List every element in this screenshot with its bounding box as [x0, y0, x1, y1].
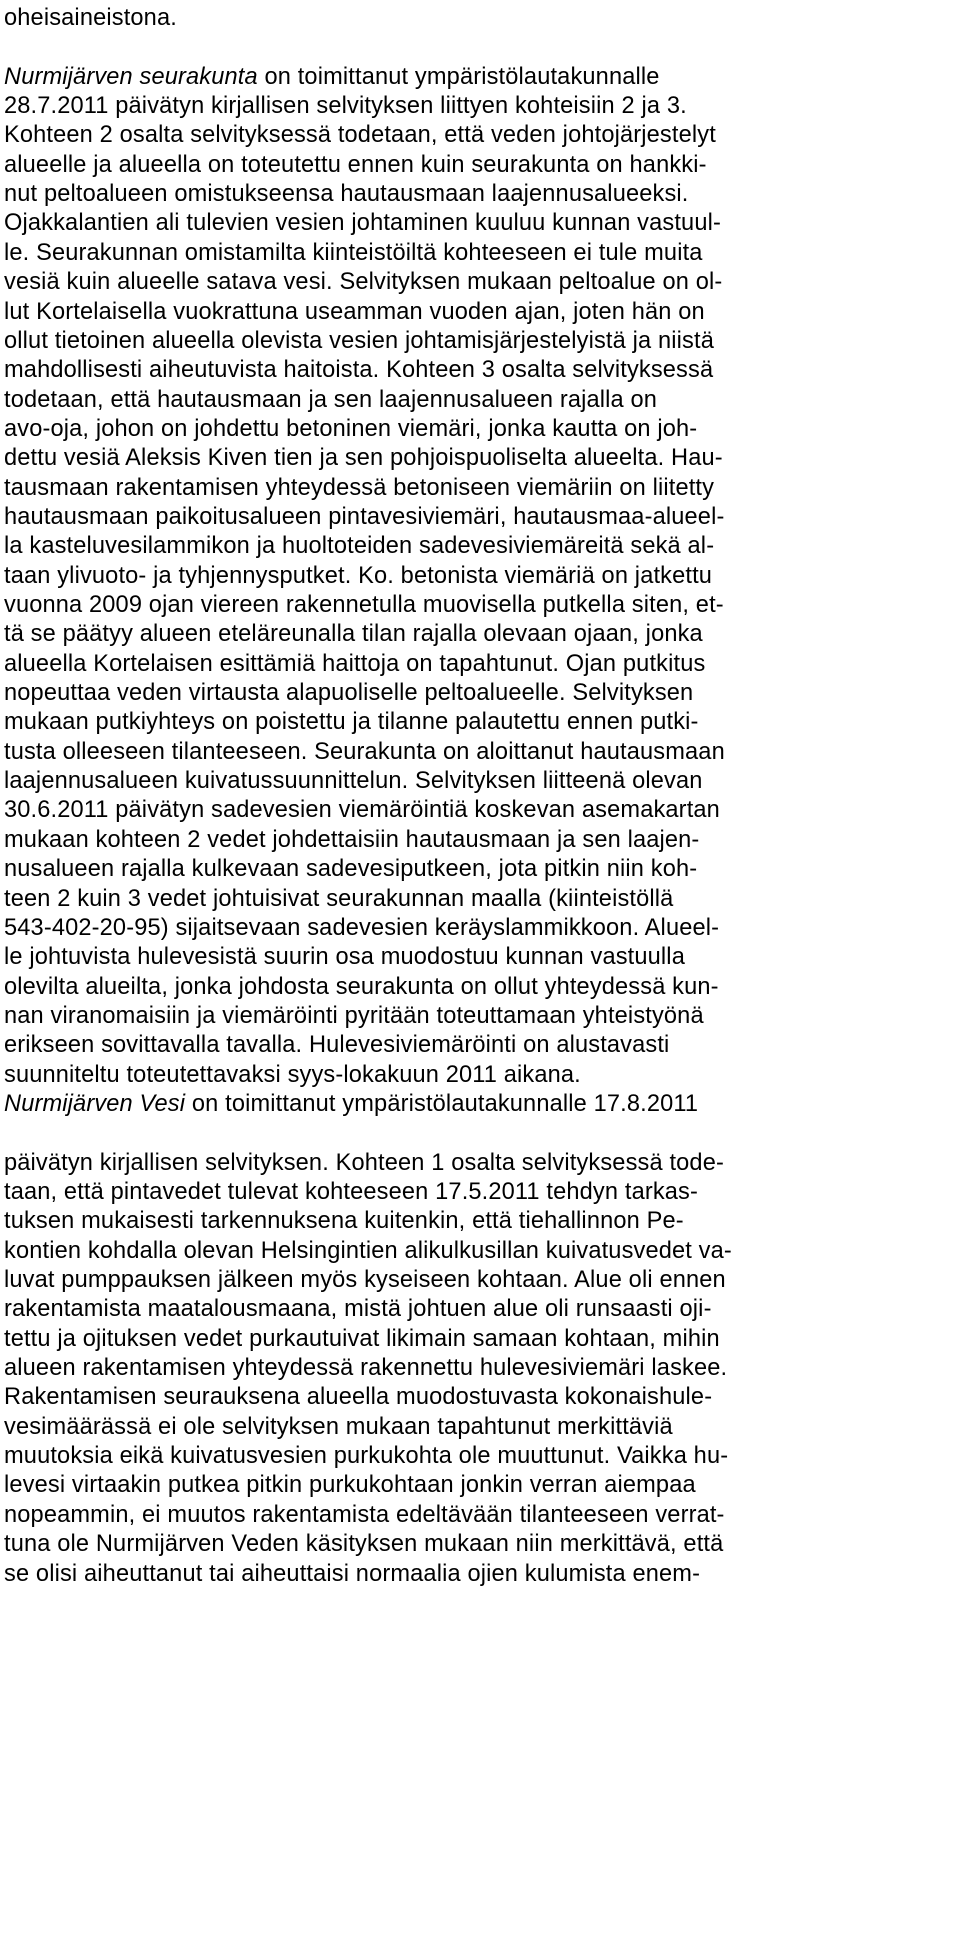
- text-run: le. Seurakunnan omistamilta kiinteistöiltä kohteeseen ei tule muita: [4, 240, 703, 266]
- text-line: [4, 1, 177, 35]
- text-run: tusta olleeseen tilanteeseen. Seurakunta on aloittanut hautausmaan: [4, 739, 725, 765]
- text-run: suunniteltu toteutettavaksi syys-lokakuun 2011 aikana.: [4, 1062, 581, 1088]
- text-run: taan, että pintavedet tulevat kohteeseen 17.5.2011 tehdyn tarkas-: [4, 1179, 699, 1205]
- text-run: olevilta alueilta, jonka johdosta seurakunta on ollut yhteydessä kun-: [4, 974, 719, 1000]
- text-run: nopeammin, ei muutos rakentamista edeltävään tilanteeseen verrat-: [4, 1502, 725, 1528]
- text-line: [4, 940, 685, 974]
- text-run: ollut tietoinen alueella olevista vesien johtamisjärjestelyistä ja niistä: [4, 328, 714, 354]
- text-run: alueen rakentamisen yhteydessä rakennettu hulevesiviemäri laskee.: [4, 1355, 728, 1381]
- text-run: 30.6.2011 päivätyn sadevesien viemäröintiä koskevan asemakartan: [4, 797, 720, 823]
- text-run: alueelle ja alueella on toteutettu ennen kuin seurakunta on hankki-: [4, 152, 707, 178]
- text-run: dettu vesiä Aleksis Kiven tien ja sen pohjoispuoliselta alueelta. Hau-: [4, 445, 723, 471]
- text-run: on toimittanut ympäristölautakunnalle: [257, 64, 660, 90]
- text-line: [4, 529, 714, 563]
- text-run: alueella Kortelaisen esittämiä haittoja on tapahtunut. Ojan putkitus: [4, 651, 706, 677]
- text-line: [4, 705, 699, 739]
- text-line: [4, 265, 722, 299]
- text-run: päivätyn kirjallisen selvityksen. Kohteen 1 osalta selvityksessä tode-: [4, 1150, 724, 1176]
- text-run: 28.7.2011 päivätyn kirjallisen selvityksen liittyen kohteisiin 2 ja 3.: [4, 93, 687, 119]
- text-run: kontien kohdalla olevan Helsingintien alikulkusillan kuivatusvedet va-: [4, 1238, 732, 1264]
- text-line: [4, 617, 703, 651]
- text-line: [4, 1527, 723, 1561]
- text-run: tä se päätyy alueen eteläreunalla tilan rajalla olevaan ojaan, jonka: [4, 621, 703, 647]
- text-run: tuna ole Nurmijärven Veden käsityksen mukaan niin merkittävä, että: [4, 1531, 724, 1557]
- text-run: Kohteen 2 osalta selvityksessä todetaan, että veden johtojärjestelyt: [4, 122, 716, 148]
- party-name-seurakunta: Nurmijärven seurakunta: [4, 64, 258, 90]
- text-line: [4, 793, 720, 827]
- text-run: erikseen sovittavalla tavalla. Hulevesiviemäröinti on alustavasti: [4, 1032, 670, 1058]
- text-run: tettu ja ojituksen vedet purkautuivat likimain samaan kohtaan, mihin: [4, 1326, 720, 1352]
- text-run: mukaan kohteen 2 vedet johdettaisiin hautausmaan ja sen laajen-: [4, 827, 700, 853]
- text-run: la kasteluvesilammikon ja huoltoteiden sadevesiviemäreitä sekä al-: [4, 533, 715, 559]
- text-run: hautausmaan paikoitusalueen pintavesiviemäri, hautausmaa-alueel-: [4, 504, 725, 530]
- text-run: levesi virtaakin putkea pitkin purkukohtaan jonkin verran aiempaa: [4, 1472, 696, 1498]
- text-run: laajennusalueen kuivatussuunnittelun. Selvityksen liitteenä olevan: [4, 768, 703, 794]
- text-run: todetaan, että hautausmaan ja sen laajennusalueen rajalla on: [4, 387, 658, 413]
- text-line: [4, 1557, 700, 1591]
- text-run: avo-oja, johon on johdettu betoninen viemäri, jonka kautta on joh-: [4, 416, 698, 442]
- text-line: [4, 441, 723, 475]
- text-line: [4, 1292, 712, 1326]
- text-run: luvat pumppauksen jälkeen myös kyseiseen kohtaan. Alue oli ennen: [4, 1267, 726, 1293]
- text-run: vesiä kuin alueelle satava vesi. Selvityksen mukaan peltoalue on ol-: [4, 269, 723, 295]
- text-line: [4, 852, 697, 886]
- text-run: on toimittanut ympäristölautakunnalle 17.8.2011: [185, 1091, 699, 1117]
- text-run: tuksen mukaisesti tarkennuksena kuitenkin, että tiehallinnon Pe-: [4, 1208, 684, 1234]
- text-run: nan viranomaisiin ja viemäröinti pyritään toteuttamaan yhteistyönä: [4, 1003, 704, 1029]
- text-run: mukaan putkiyhteys on poistettu ja tilanne palautettu ennen putki-: [4, 709, 699, 735]
- text-line: [4, 118, 716, 152]
- text-run: taan ylivuoto- ja tyhjennysputket. Ko. betonista viemäriä on jatkettu: [4, 563, 713, 589]
- party-name-nurmijarven-vesi: Nurmijärven Vesi: [4, 1091, 186, 1117]
- text-line: [4, 1028, 669, 1062]
- text-run: nut peltoalueen omistukseensa hautausmaan laajennusalueeksi.: [4, 181, 689, 207]
- text-line: [4, 1380, 712, 1414]
- text-run: nopeuttaa veden virtausta alapuoliselle peltoalueelle. Selvityksen: [4, 680, 694, 706]
- text-run: lut Kortelaisella vuokrattuna useamman vuoden ajan, joten hän on: [4, 299, 705, 325]
- text-line: [4, 1204, 684, 1238]
- text-line: [4, 353, 713, 387]
- text-run: vesimäärässä ei ole selvityksen mukaan tapahtunut merkittäviä: [4, 1414, 673, 1440]
- text-run: oheisaineistona.: [4, 5, 177, 31]
- text-run: muutoksia eikä kuivatusvesien purkukohta ole muuttunut. Vaikka hu-: [4, 1443, 729, 1469]
- text-run: 543-402-20-95) sijaitsevaan sadevesien keräyslammikkoon. Alueel-: [4, 915, 720, 941]
- text-run: tausmaan rakentamisen yhteydessä betoniseen viemäriin on liitetty: [4, 475, 715, 501]
- text-line: [4, 206, 721, 240]
- text-run: nusalueen rajalla kulkevaan sadevesiputkeen, jota pitkin niin koh-: [4, 856, 698, 882]
- text-run: Ojakkalantien ali tulevien vesien johtaminen kuuluu kunnan vastuul-: [4, 210, 721, 236]
- text-run: le johtuvista hulevesistä suurin osa muodostuu kunnan vastuulla: [4, 944, 685, 970]
- text-line: [4, 1468, 696, 1502]
- text-run: se olisi aiheuttanut tai aiheuttaisi normaalia ojien kulumista enem-: [4, 1561, 701, 1587]
- text-run: Rakentamisen seurauksena alueella muodostuvasta kokonaishule-: [4, 1384, 713, 1410]
- text-run: mahdollisesti aiheutuvista haitoista. Kohteen 3 osalta selvityksessä: [4, 357, 714, 383]
- text-run: teen 2 kuin 3 vedet johtuisivat seurakunnan maalla (kiinteistöllä: [4, 886, 674, 912]
- text-run: rakentamista maatalousmaana, mistä johtuen alue oli runsaasti oji-: [4, 1296, 712, 1322]
- text-line: [4, 1087, 698, 1121]
- text-run: vuonna 2009 ojan viereen rakennetulla muovisella putkella siten, et-: [4, 592, 724, 618]
